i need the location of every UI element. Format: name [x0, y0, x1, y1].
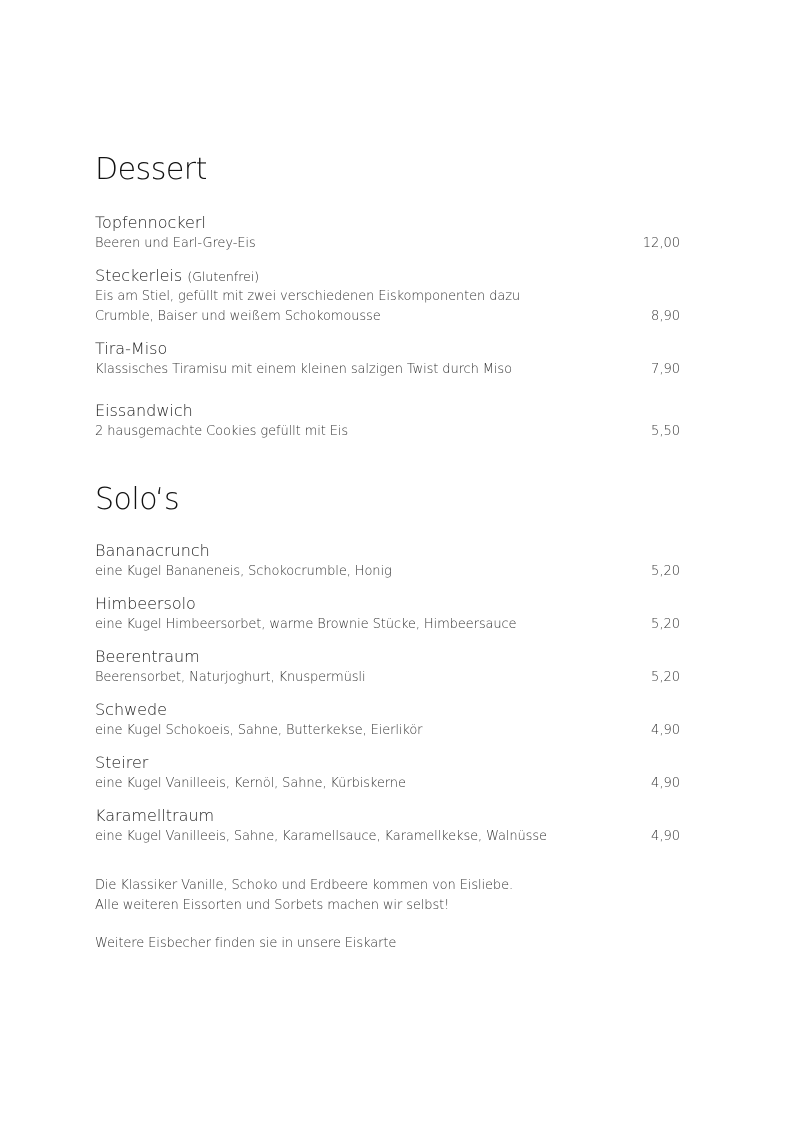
menu-item-name: Schwede [95, 700, 168, 719]
item-name-text: Tira-Miso [95, 339, 168, 358]
menu-item-price: 4,90 [651, 723, 680, 738]
menu-item-name [95, 401, 193, 421]
menu-item-price: 5,20 [651, 564, 680, 579]
footer-note: Weitere Eisbecher finden sie in unsere Eiskarte [95, 936, 397, 951]
item-name-text: Eissandwich [95, 401, 193, 420]
menu-item-description: Klassisches Tiramisu mit einem kleinen salzigen Twist durch Miso [95, 362, 512, 377]
menu-item-price: 7,90 [651, 362, 680, 377]
menu-item-description: eine Kugel Bananeneis, Schokocrumble, Honig [95, 564, 392, 579]
menu-item-description: eine Kugel Himbeersorbet, warme Brownie Stücke, Himbeersauce [95, 617, 517, 632]
menu-item-name [95, 213, 206, 233]
item-name-text: Steckerleis [95, 266, 183, 285]
section-title-dessert: Dessert [95, 152, 207, 187]
menu-item-description: Beeren und Earl-Grey-Eis [95, 236, 256, 251]
menu-item-price: 8,90 [651, 309, 680, 324]
menu-item-name: Himbeersolo [95, 594, 196, 613]
menu-item-name: Bananacrunch [95, 541, 210, 560]
menu-item-description: 2 hausgemachte Cookies gefüllt mit Eis [95, 424, 349, 439]
menu-item-description: Beerensorbet, Naturjoghurt, Knuspermüsli [95, 670, 366, 685]
menu-item-description: eine Kugel Schokoeis, Sahne, Butterkekse, Eierlikör [95, 723, 423, 738]
menu-item-name: Karamelltraum [95, 806, 215, 825]
menu-item-price: 4,90 [651, 776, 680, 791]
item-note: (Glutenfrei) [187, 269, 260, 284]
menu-item-price: 5,20 [651, 617, 680, 632]
menu-item-description: Crumble, Baiser und weißem Schokomousse [95, 309, 381, 324]
menu-item-description: eine Kugel Vanilleeis, Sahne, Karamellsauce, Karamellkekse, Walnüsse [95, 829, 547, 844]
menu-item-price: 5,20 [651, 670, 680, 685]
item-name-text: Topfennockerl [95, 213, 206, 232]
menu-item-name: Beerentraum [95, 647, 200, 666]
menu-item-price: 12,00 [642, 236, 680, 251]
menu-item-price: 5,50 [651, 424, 680, 439]
menu-item-description: Eis am Stiel, gefüllt mit zwei verschiedenen Eiskomponenten dazu [95, 289, 521, 304]
menu-item-name [95, 339, 167, 359]
section-title-solos: Solo‘s [95, 482, 180, 517]
footer-note: Die Klassiker Vanille, Schoko und Erdbeere kommen von Eisliebe. [95, 878, 514, 893]
menu-item-description: eine Kugel Vanilleeis, Kernöl, Sahne, Kürbiskerne [95, 776, 406, 791]
footer-note: Alle weiteren Eissorten und Sorbets machen wir selbst! [95, 898, 450, 913]
menu-item-name [95, 266, 259, 287]
menu-item-price: 4,90 [651, 829, 680, 844]
menu-item-name: Steirer [95, 753, 149, 772]
